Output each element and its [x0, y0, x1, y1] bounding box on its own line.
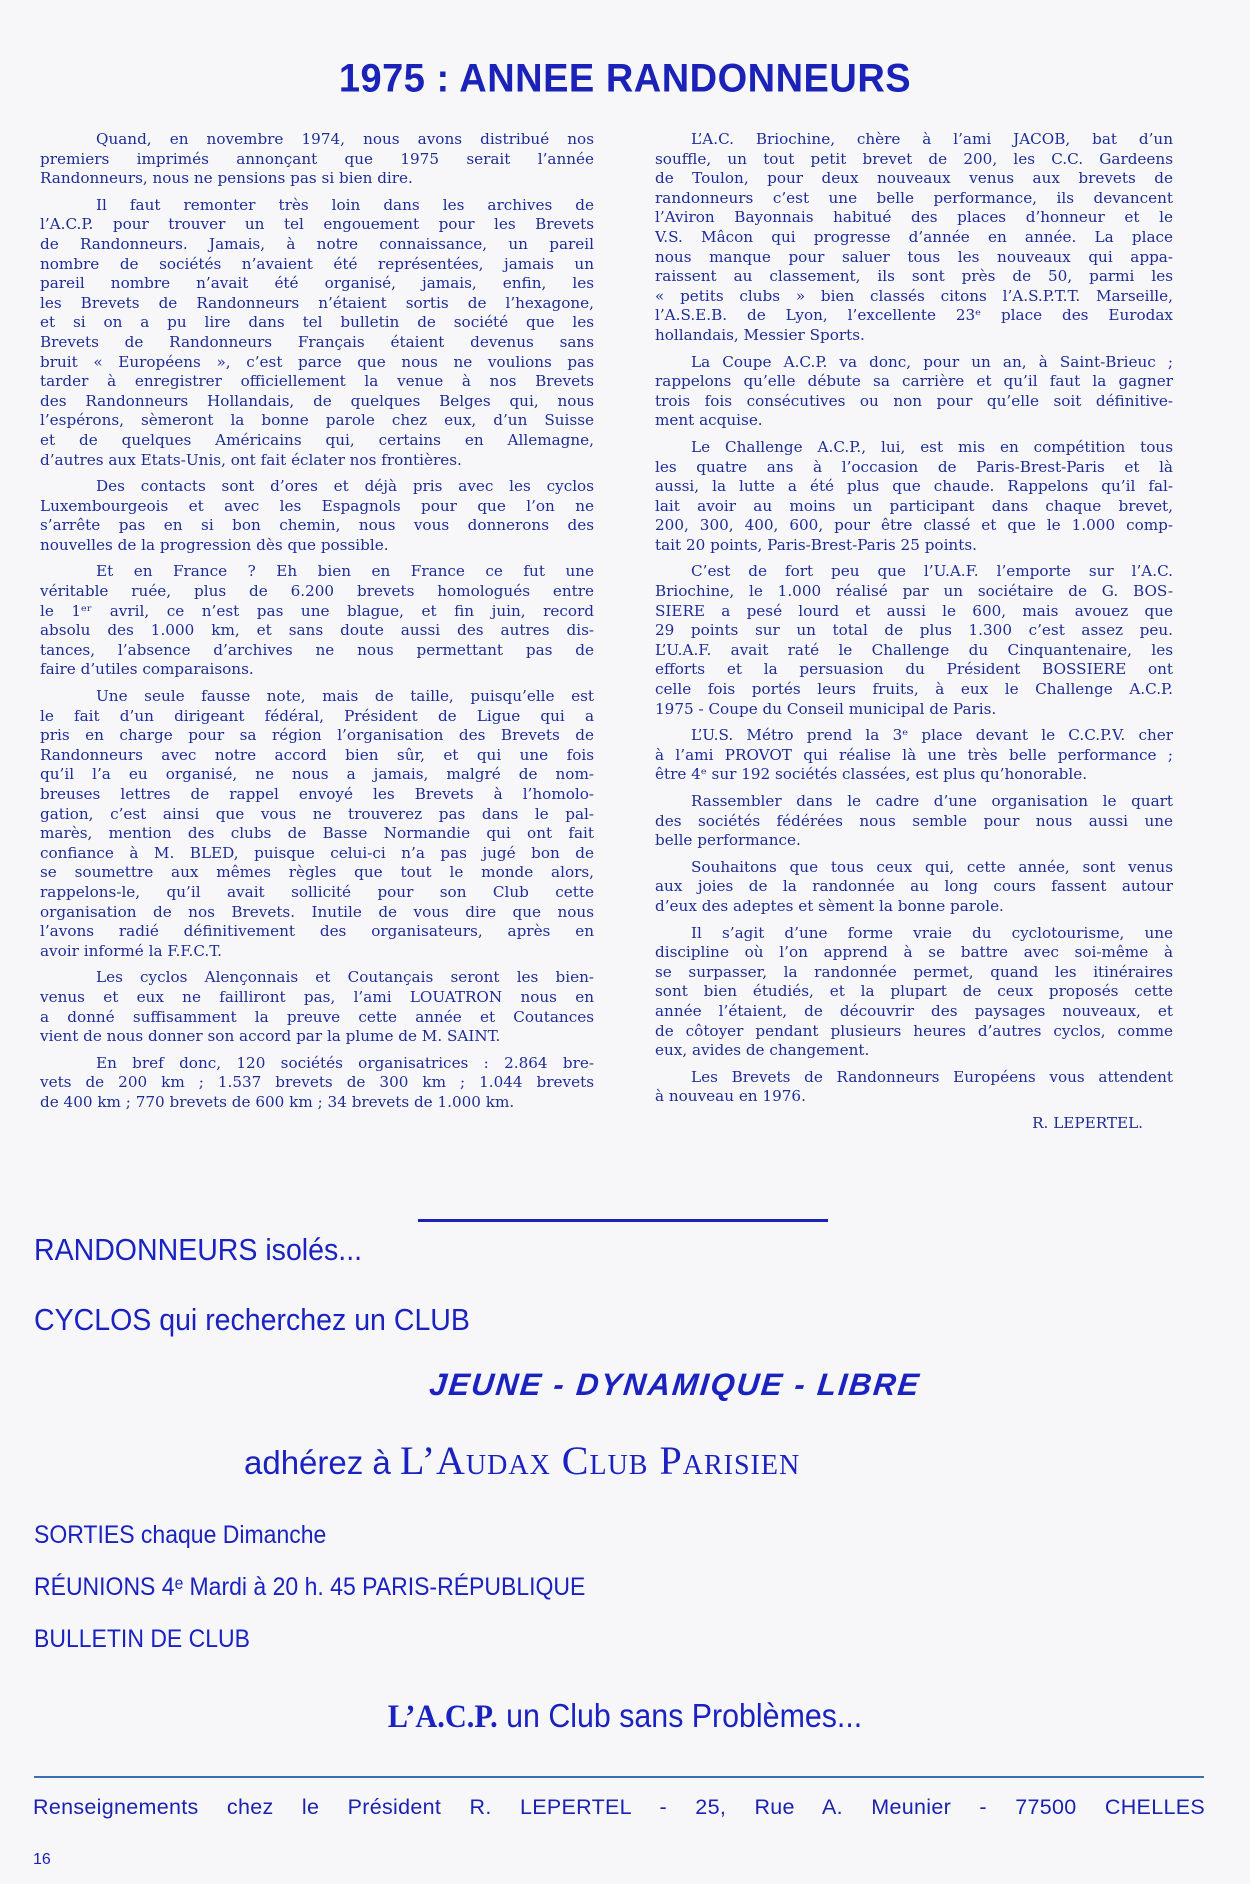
text-line: Brevets de Randonneurs Français étaient devenus sans — [40, 332, 594, 351]
text-line: marès, mention des clubs de Basse Normandie qui ont fait — [40, 824, 594, 843]
text-line: vets de 200 km ; 1.537 brevets de 300 km ; 1.044 brevets — [40, 1073, 594, 1092]
text-line: être 4ᵉ sur 192 sociétés classées, est plus qu’honorable. — [655, 765, 1088, 784]
text-line: raissent au classement, ils sont près de 50, parmi les — [655, 267, 1173, 286]
text-line: trois fois consécutives ou non pour qu’elle soit définitive- — [655, 391, 1173, 410]
text-line: tait 20 points, Paris-Brest-Paris 25 points. — [655, 535, 977, 554]
advert-sorties: SORTIES chaque Dimanche — [34, 1521, 327, 1549]
text-line: le 1ᵉʳ avril, ce n’est pas une blague, et fin juin, record — [40, 601, 594, 620]
text-line: Les Brevets de Randonneurs Européens vous attendent — [691, 1067, 1173, 1086]
text-line: à l’ami PROVOT qui réalise là une très belle performance ; — [655, 745, 1173, 764]
text-line: L’U.S. Métro prend la 3ᵉ place devant le C.C.P.V. cher — [691, 726, 1173, 745]
text-line: L’U.A.F. avait raté le Challenge du Cinquantenaire, les — [655, 640, 1173, 659]
text-line: V.S. Mâcon qui progresse d’année en année. La place — [655, 227, 1173, 246]
text-line: randonneurs c’est une belle performance, ils devancent — [655, 188, 1173, 207]
article-paragraph — [655, 353, 1173, 431]
text-line: avoir informé la F.F.C.T. — [40, 941, 222, 960]
advert-line-cyclos: CYCLOS qui recherchez un CLUB — [34, 1302, 470, 1337]
text-line: Souhaitons que tous ceux qui, cette année, sont venus — [691, 857, 1173, 876]
text-line: tances, l’absence d’archives ne nous permettant pas de — [40, 640, 594, 659]
text-line: de 400 km ; 770 brevets de 600 km ; 34 brevets de 1.000 km. — [40, 1092, 515, 1111]
text-line: rappelons qu’elle débute sa carrière et qu’il faut la gagner — [655, 372, 1173, 391]
text-line: nouvelles de la progression dès que possible. — [40, 535, 389, 554]
text-line: l’espérons, sèmeront la bonne parole chez eux, d’un Suisse — [40, 411, 594, 430]
text-line: C’est de fort peu que l’U.A.F. l’emporte sur l’A.C. — [691, 562, 1173, 581]
text-line: Une seule fausse note, mais de taille, puisqu’elle est — [96, 687, 594, 706]
text-line: discipline où l’on apprend à se battre avec soi-même à — [655, 943, 1173, 962]
text-line: 29 points sur un total de plus 1.300 c’est assez peu. — [655, 621, 1173, 640]
text-line: qu’il l’a eu organisé, ne nous a jamais, malgré de nom- — [40, 765, 594, 784]
text-line: Des contacts sont d’ores et déjà pris avec les cyclos — [96, 477, 594, 496]
footer-contact: Renseignements chez le Président R. LEPERTEL - 25, Rue A. Meunier - 77500 CHELLES — [33, 1795, 1205, 1819]
text-line: le fait d’un dirigeant fédéral, Président de Ligue qui a — [40, 706, 594, 725]
text-line: « petits clubs » bien classés citons l’A.S.P.T.T. Marseille, — [655, 286, 1173, 305]
article-paragraph — [40, 562, 594, 680]
text-line: efforts et la persuasion du Président BOSSIERE ont — [655, 660, 1173, 679]
article-right-column — [655, 130, 1173, 1134]
text-line: l’Aviron Bayonnais habitué des places d’honneur et le — [655, 208, 1173, 227]
text-line: nous manque pour saluer tous les nouveaux qui appa- — [655, 247, 1173, 266]
author-signature: R. LEPERTEL. — [1032, 1113, 1143, 1132]
text-line: sont bien étudiés, et la plupart de ceux proposés cette — [655, 982, 1173, 1001]
article-paragraph — [40, 687, 594, 961]
join-prefix: adhérez à — [244, 1444, 391, 1481]
footer-divider — [34, 1776, 1204, 1778]
text-line: lait avoir au moins un participant dans chaque brevet, — [655, 496, 1173, 515]
article-paragraph — [655, 726, 1173, 785]
text-line: année l’étaient, de découvrir des paysages nouveaux, et — [655, 1001, 1173, 1020]
tagline-acp: L’A.C.P. — [387, 1699, 498, 1735]
text-line: Briochine, le 1.000 réalisé par un sociétaire de G. BOS- — [655, 582, 1173, 601]
article-paragraph — [40, 968, 594, 1046]
text-line: aux joies de la randonnée au long cours fassent autour — [655, 877, 1173, 896]
article-paragraph — [40, 130, 594, 189]
text-line: rappelons-le, qu’il avait sollicité pour son Club cette — [40, 882, 594, 901]
text-line: s’arrête pas en si bon chemin, nous vous donnerons des — [40, 516, 594, 535]
article-paragraph — [655, 438, 1173, 556]
text-line: Le Challenge A.C.P., lui, est mis en compétition tous — [691, 437, 1173, 456]
text-line: l’A.S.E.B. de Lyon, l’excellente 23ᵉ place des Eurodax — [655, 306, 1173, 325]
text-line: et si on a pu lire dans tel bulletin de société que les — [40, 313, 594, 332]
text-line: venus et eux ne failliront pas, l’ami LOUATRON nous en — [40, 987, 594, 1006]
text-line: Quand, en novembre 1974, nous avons distribué nos — [96, 130, 594, 148]
text-line: hollandais, Messier Sports. — [655, 325, 865, 344]
text-line: Il s’agit d’une forme vraie du cyclotourisme, une — [691, 923, 1173, 942]
page-number: 16 — [33, 1851, 51, 1868]
text-line: ment acquise. — [655, 411, 763, 430]
text-line: les Brevets de Randonneurs n’étaient sortis de l’hexagone, — [40, 293, 594, 312]
text-line: Rassembler dans le cadre d’une organisation le quart — [691, 792, 1173, 810]
text-line: belle performance. — [655, 831, 801, 850]
text-line: La Coupe A.C.P. va donc, pour un an, à Saint-Brieuc ; — [691, 352, 1173, 371]
text-line: pareil nombre n’avait été organisé, jamais, enfin, les — [40, 274, 594, 293]
text-line: pris en charge pour sa région l’organisation des Brevets de — [40, 726, 594, 745]
text-line: aussi, la lutte a été plus que chaude. Rappelons qu’il fal- — [655, 477, 1173, 496]
text-line: et de quelques Américains qui, certains en Allemagne, — [40, 430, 594, 449]
advert-slogan: JEUNE - DYNAMIQUE - LIBRE — [427, 1367, 923, 1402]
text-line: Randonneurs avec notre accord bien sûr, et qui une fois — [40, 745, 594, 764]
text-line: véritable ruée, plus de 6.200 brevets homologués entre — [40, 582, 594, 601]
advert-tagline — [50, 1697, 1200, 1736]
text-line: 200, 300, 400, 600, pour être classé et que le 1.000 comp- — [655, 516, 1173, 535]
text-line: nombre de sociétés n’avaient été représentées, jamais un — [40, 254, 594, 273]
text-line: d’eux des adeptes et sèment la bonne parole. — [655, 896, 1004, 915]
text-line: de Toulon, pour deux nouveaux venus aux brevets de — [655, 169, 1173, 188]
text-line: tarder à enregistrer officiellement la venue à nos Brevets — [40, 372, 594, 391]
text-line: a donné suffisamment la preuve cette année et Coutances — [40, 1007, 594, 1026]
text-line: d’autres aux Etats-Unis, ont fait éclater nos frontières. — [40, 450, 462, 469]
text-line: à nouveau en 1976. — [655, 1087, 806, 1106]
article-paragraph — [655, 858, 1173, 917]
article-paragraph — [655, 924, 1173, 1061]
text-line: l’A.C.P. pour trouver un tel engouement pour les Brevets — [40, 215, 594, 234]
text-line: eux, avides de changement. — [655, 1041, 870, 1060]
text-line: Et en France ? Eh bien en France ce fut une — [96, 562, 594, 581]
text-line: souffle, un tout petit brevet de 200, les C.C. Gardeens — [655, 149, 1173, 168]
text-line: premiers imprimés annonçant que 1975 serait l’année — [40, 149, 594, 168]
article-paragraph — [40, 477, 594, 555]
text-line: des Randonneurs Hollandais, de quelques Belges qui, nous — [40, 391, 594, 410]
text-line: L’A.C. Briochine, chère à l’ami JACOB, bat d’un — [691, 130, 1173, 148]
text-line: l’avons radié définitivement des organisateurs, après en — [40, 922, 594, 941]
text-line: se soumettre aux mêmes règles que tout le monde alors, — [40, 863, 594, 882]
text-line: Il faut remonter très loin dans les archives de — [96, 195, 594, 214]
text-line: 1975 - Coupe du Conseil municipal de Paris. — [655, 699, 997, 718]
text-line: En bref donc, 120 sociétés organisatrices : 2.864 bre- — [96, 1053, 594, 1072]
text-line: des sociétés fédérées nous semble pour nous aussi une — [655, 811, 1173, 830]
text-line: gation, c’est ainsi que vous ne trouverez pas dans le pal- — [40, 804, 594, 823]
article-paragraph — [40, 196, 594, 470]
text-line: de côtoyer pendant plusieurs heures d’autres cyclos, comme — [655, 1021, 1173, 1040]
advert-bulletin: BULLETIN DE CLUB — [34, 1625, 251, 1653]
article-paragraph — [655, 562, 1173, 719]
text-line: confiance à M. BLED, puisque celui-ci n’a pas jugé bon de — [40, 843, 594, 862]
text-line: breuses lettres de rappel envoyé les Brevets à l’homolo- — [40, 785, 594, 803]
advert-reunions: RÉUNIONS 4ᵉ Mardi à 20 h. 45 PARIS-RÉPUBLIQUE — [34, 1573, 586, 1601]
advert-line-isolated: RANDONNEURS isolés... — [34, 1232, 363, 1267]
text-line: se surpasser, la randonnée permet, quand les itinéraires — [655, 962, 1173, 981]
advert-join-line — [244, 1437, 800, 1484]
text-line: de Randonneurs. Jamais, à notre connaissance, un pareil — [40, 234, 594, 253]
text-line: bruit « Européens », c’est parce que nous ne voulions pas — [40, 352, 594, 371]
section-divider — [418, 1219, 828, 1222]
text-line: organisation de nos Brevets. Inutile de vous dire que nous — [40, 902, 594, 921]
text-line: les quatre ans à l’occasion de Paris-Brest-Paris et là — [655, 457, 1173, 476]
text-line: Randonneurs, nous ne pensions pas si bien dire. — [40, 169, 413, 188]
article-paragraph — [655, 130, 1173, 346]
club-name: L’Audax Club Parisien — [399, 1438, 801, 1483]
article-paragraph — [655, 1068, 1173, 1107]
text-line: Luxembourgeois et avec les Espagnols pour que l’on ne — [40, 496, 594, 515]
text-line: faire d’utiles comparaisons. — [40, 660, 254, 679]
text-line: absolu des 1.000 km, et sans doute aussi des autres dis- — [40, 621, 594, 640]
text-line: vient de nous donner son accord par la plume de M. SAINT. — [40, 1027, 501, 1046]
article-left-column — [40, 130, 594, 1120]
tagline-rest: un Club sans Problèmes... — [506, 1697, 863, 1734]
text-line: celle fois portés leurs fruits, à eux le Challenge A.C.P. — [655, 680, 1173, 699]
article-paragraph — [655, 792, 1173, 851]
text-line: Les cyclos Alençonnais et Coutançais seront les bien- — [96, 968, 594, 987]
text-line: SIERE a pesé lourd et aussi le 600, mais avouez que — [655, 601, 1173, 620]
article-headline: 1975 : ANNEE RANDONNEURS — [338, 56, 912, 102]
article-paragraph — [40, 1054, 594, 1113]
